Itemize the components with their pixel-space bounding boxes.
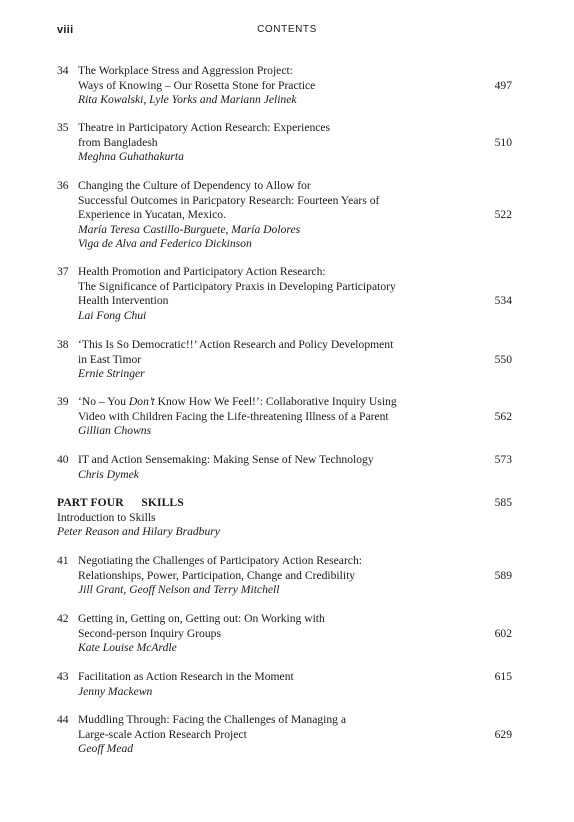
page-ref: 550	[494, 352, 512, 366]
chapter-title	[78, 395, 438, 439]
page-ref: 510	[494, 135, 512, 149]
toc-entry-41	[57, 554, 512, 598]
chapter-authors: Gillian Chowns	[78, 424, 152, 437]
chapter-authors: Geoff Mead	[78, 742, 134, 755]
chapter-number: 36	[57, 179, 69, 192]
chapter-authors: Chris Dymek	[78, 467, 139, 481]
title-line: Second-person Inquiry Groups	[78, 626, 221, 640]
toc-entry-42	[57, 612, 512, 656]
page-number: viii	[57, 24, 74, 36]
chapter-title	[78, 713, 438, 757]
title-line: from Bangladesh	[78, 135, 158, 149]
toc-entry-37	[57, 265, 512, 323]
title-line: IT and Action Sensemaking: Making Sense of New Technology	[78, 453, 374, 466]
toc-entry-35	[57, 121, 512, 165]
page-ref: 534	[494, 294, 512, 307]
chapter-number: 39	[57, 395, 69, 408]
chapter-number: 40	[57, 453, 69, 466]
chapter-authors: Lai Fong Chui	[78, 308, 147, 322]
chapter-authors: Kate Louise McArdle	[78, 641, 177, 654]
title-line: Successful Outcomes in Paricpatory Research: Fourteen Years of	[78, 193, 380, 207]
page-ref: 602	[494, 626, 512, 640]
page-ref: 629	[494, 727, 512, 741]
chapter-title	[78, 265, 438, 323]
chapter-title	[78, 179, 438, 252]
chapter-authors: Jenny Mackewn	[78, 684, 153, 698]
title-line: The Workplace Stress and Aggression Project:	[78, 64, 293, 77]
title-line: Relationships, Power, Participation, Change and Credibility	[78, 568, 356, 582]
chapter-title	[78, 670, 438, 699]
chapter-number: 41	[57, 554, 69, 567]
toc-entry-38	[57, 338, 512, 382]
chapter-authors: Viga de Alva and Federico Dickinson	[78, 237, 252, 250]
chapter-authors: Peter Reason and Hilary Bradbury	[57, 525, 220, 538]
toc-entry-43	[57, 670, 512, 699]
chapter-number: 35	[57, 121, 69, 134]
page-ref: 615	[494, 670, 512, 683]
toc-part-four	[57, 496, 512, 540]
chapter-number: 42	[57, 612, 69, 625]
chapter-authors: Ernie Stringer	[78, 367, 145, 380]
title-line: The Significance of Participatory Praxis in Developing Participatory	[78, 279, 396, 293]
title-line: Health Promotion and Participatory Action Research:	[78, 265, 326, 278]
title-line: ‘This Is So Democratic!!’ Action Research and Policy Development	[78, 338, 394, 351]
chapter-title	[78, 121, 438, 165]
page-ref: 497	[494, 78, 512, 92]
title-line: Getting in, Getting on, Getting out: On Working with	[78, 612, 325, 625]
chapter-number: 44	[57, 713, 69, 726]
part-heading	[57, 496, 417, 540]
page-ref: 589	[494, 568, 512, 582]
toc-entry-44	[57, 713, 512, 757]
page-ref: 562	[494, 409, 512, 423]
toc-entry-36	[57, 179, 512, 252]
title-line: Changing the Culture of Dependency to Allow for	[78, 179, 311, 192]
chapter-authors: Jill Grant, Geoff Nelson and Terry Mitchell	[78, 583, 280, 596]
title-line: Facilitation as Action Research in the Moment	[78, 670, 294, 683]
chapter-authors: Meghna Guhathakurta	[78, 150, 184, 163]
toc-entry-40	[57, 453, 512, 482]
running-header: CONTENTS	[257, 24, 317, 35]
chapter-title	[78, 612, 438, 656]
title-line: Theatre in Participatory Action Research: Experiences	[78, 121, 331, 134]
chapter-number: 37	[57, 265, 69, 278]
chapter-title	[78, 453, 438, 482]
chapter-number: 43	[57, 670, 69, 683]
title-line: in East Timor	[78, 352, 142, 366]
toc-entry-39	[57, 395, 512, 439]
title-line: Introduction to Skills	[57, 510, 156, 524]
part-title: PART FOUR SKILLS	[57, 496, 184, 509]
page-ref: 585	[494, 496, 512, 509]
title-line: Health Intervention	[78, 294, 169, 307]
toc-entry-34	[57, 64, 512, 108]
title-line: Experience in Yucatan, Mexico.	[78, 208, 226, 221]
page-ref: 573	[494, 453, 512, 466]
chapter-authors: Rita Kowalski, Lyle Yorks and Mariann Jelinek	[78, 93, 297, 106]
title-line: ‘No – You Don’t Know How We Feel!’: Collaborative Inquiry Using	[78, 395, 397, 408]
chapter-title	[78, 338, 438, 382]
chapter-authors: María Teresa Castillo-Burguete, María Dolores	[78, 222, 301, 236]
title-line: Video with Children Facing the Life-threatening Illness of a Parent	[78, 409, 389, 423]
title-line: Large-scale Action Research Project	[78, 727, 247, 741]
chapter-title	[78, 64, 438, 108]
chapter-number: 34	[57, 64, 69, 77]
title-line: Ways of Knowing – Our Rosetta Stone for Practice	[78, 78, 316, 92]
chapter-number: 38	[57, 338, 69, 351]
chapter-title	[78, 554, 438, 598]
title-line: Muddling Through: Facing the Challenges of Managing a	[78, 713, 347, 726]
title-line: Negotiating the Challenges of Participatory Action Research:	[78, 554, 362, 567]
page-ref: 522	[494, 208, 512, 221]
